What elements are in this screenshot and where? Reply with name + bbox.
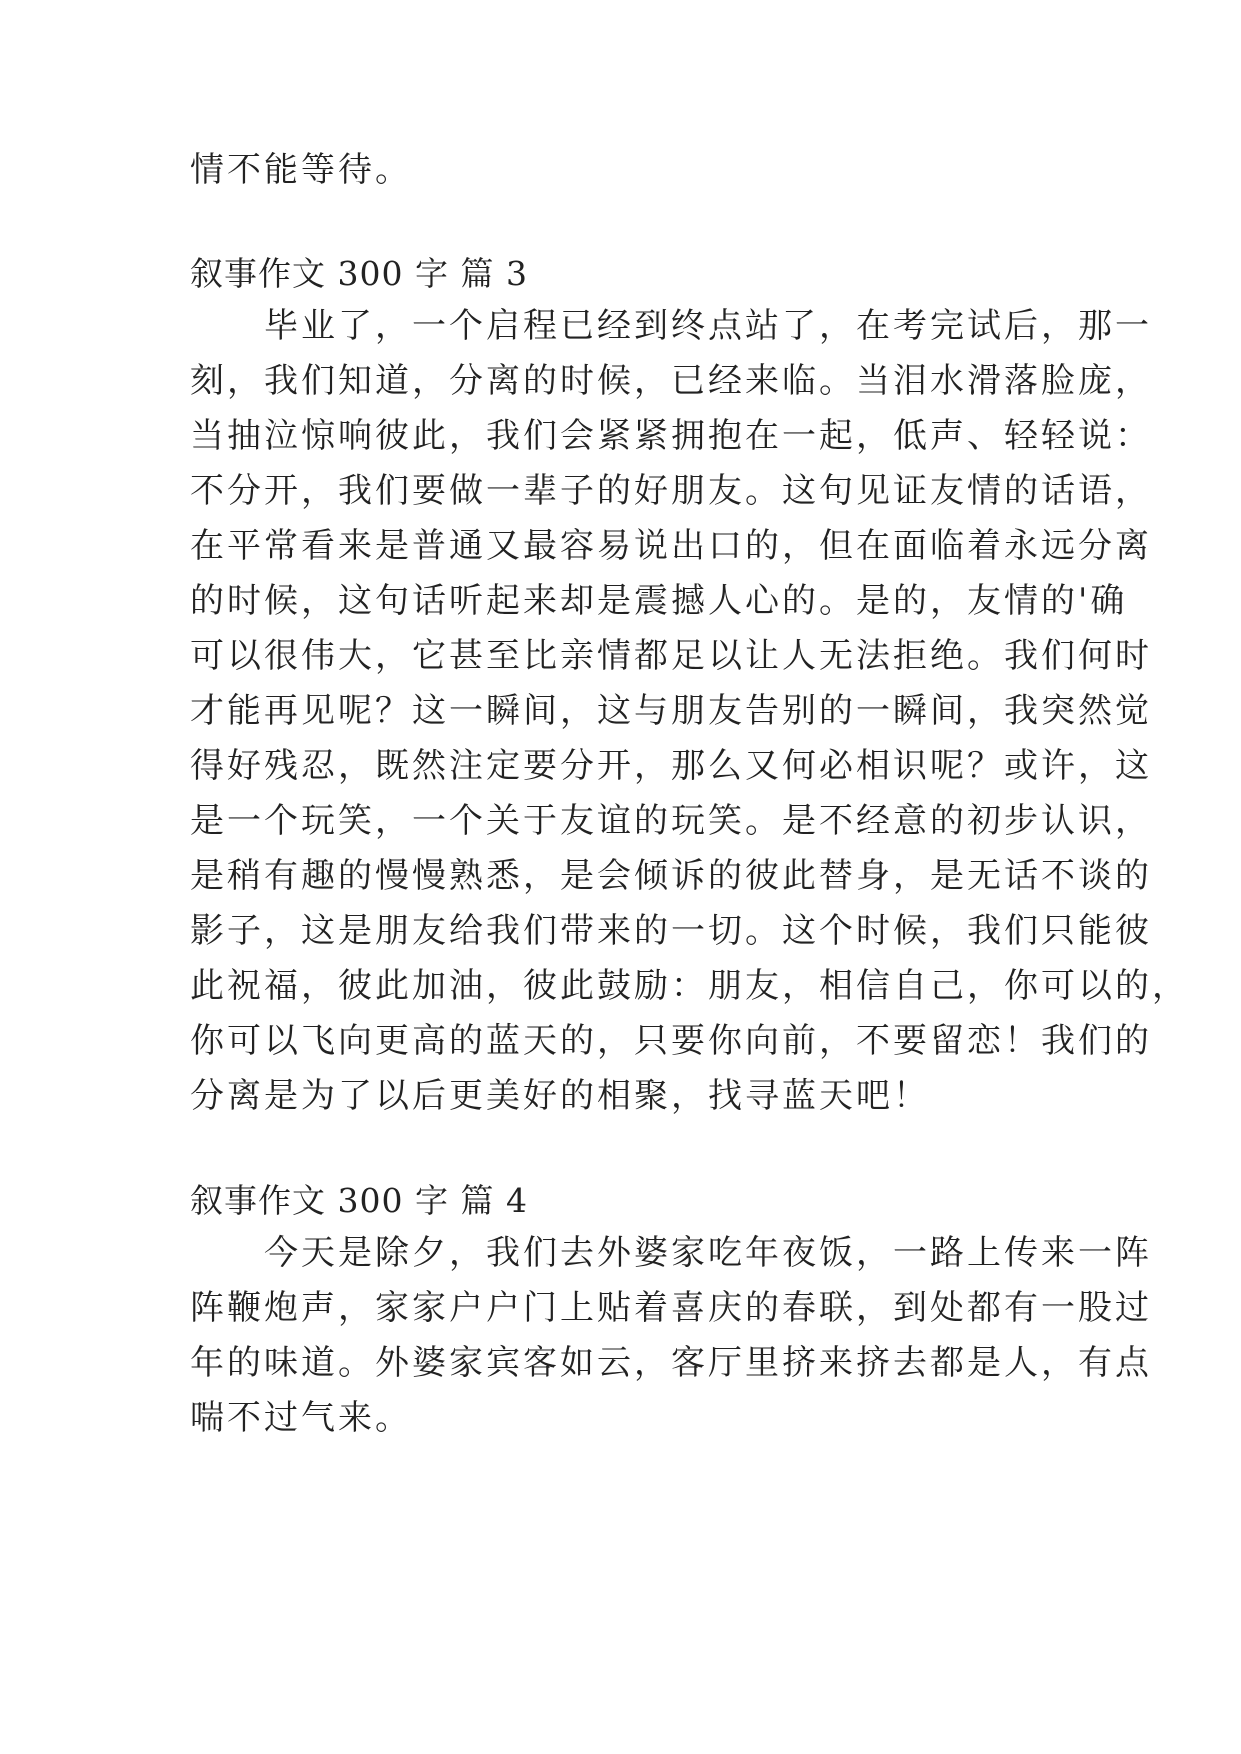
- section-3-line-7: 可以很伟大，它甚至比亲情都足以让人无法拒绝。我们何时: [190, 636, 1152, 676]
- section-4-heading: 叙事作文 300 字 篇 4: [190, 1181, 528, 1220]
- section-3-line-2: 刻，我们知道，分离的时候，已经来临。当泪水滑落脸庞，: [190, 361, 1152, 401]
- section-3-line-1: 毕业了，一个启程已经到终点站了，在考完试后，那一: [190, 306, 1152, 346]
- section-3-line-3: 当抽泣惊响彼此，我们会紧紧拥抱在一起，低声、轻轻说：: [190, 416, 1152, 456]
- section-3-line-12: 影子，这是朋友给我们带来的一切。这个时候，我们只能彼: [190, 911, 1152, 951]
- section-3-line-6: 的时候，这句话听起来却是震撼人心的。是的，友情的'确: [190, 581, 1128, 621]
- section-4-line-3: 年的味道。外婆家宾客如云，客厅里挤来挤去都是人，有点: [190, 1343, 1152, 1383]
- section-3-line-14: 你可以飞向更高的蓝天的，只要你向前，不要留恋！我们的: [190, 1021, 1152, 1061]
- section-3-line-4: 不分开，我们要做一辈子的好朋友。这句见证友情的话语，: [190, 471, 1152, 511]
- section-3-line-15: 分离是为了以后更美好的相聚，找寻蓝天吧！: [190, 1076, 930, 1116]
- section-3-line-9: 得好残忍，既然注定要分开，那么又何必相识呢？或许，这: [190, 746, 1152, 786]
- section-3-line-10: 是一个玩笑，一个关于友谊的玩笑。是不经意的初步认识，: [190, 801, 1152, 841]
- section-3-line-11: 是稍有趣的慢慢熟悉，是会倾诉的彼此替身，是无话不谈的: [190, 856, 1152, 896]
- section-3-line-5: 在平常看来是普通又最容易说出口的，但在面临着永远分离: [190, 526, 1152, 566]
- section-4-line-1: 今天是除夕，我们去外婆家吃年夜饭，一路上传来一阵: [190, 1233, 1152, 1273]
- section-4-line-4: 喘不过气来。: [190, 1398, 412, 1438]
- section-3-line-13: 此祝福，彼此加油，彼此鼓励：朋友，相信自己，你可以的，: [190, 966, 1189, 1006]
- section-3-heading: 叙事作文 300 字 篇 3: [190, 254, 528, 293]
- carry-over-line: 情不能等待。: [190, 150, 412, 190]
- section-3-line-8: 才能再见呢？这一瞬间，这与朋友告别的一瞬间，我突然觉: [190, 691, 1152, 731]
- section-4-line-2: 阵鞭炮声，家家户户门上贴着喜庆的春联，到处都有一股过: [190, 1288, 1152, 1328]
